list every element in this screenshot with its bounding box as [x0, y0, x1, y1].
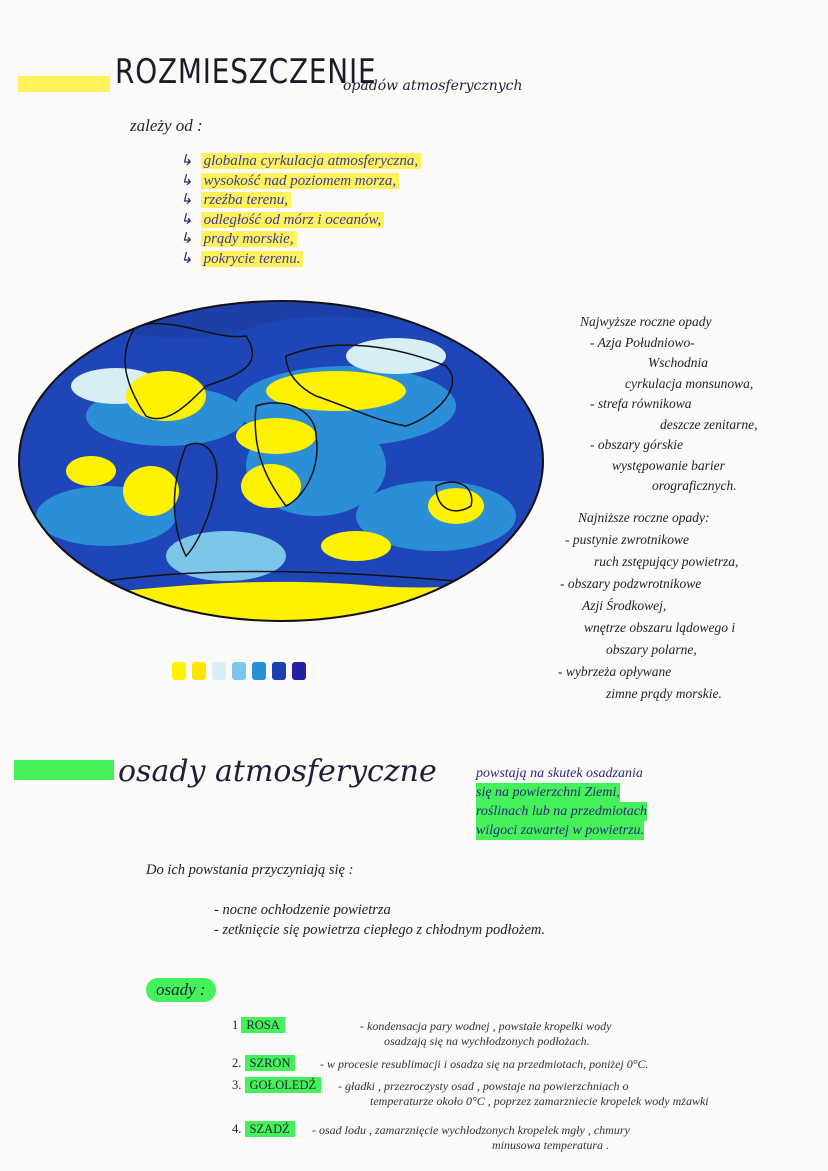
factor-item — [180, 211, 384, 230]
notes-line: - obszary podzwrotnikowe — [560, 576, 702, 591]
factor-text: prądy morskie, — [201, 231, 297, 247]
type-number: 3. — [232, 1078, 245, 1092]
legend-swatch — [252, 662, 266, 680]
arrow-icon: ↳ — [180, 250, 193, 267]
notes-line: ruch zstępujący powietrza, — [594, 554, 739, 569]
type-description: - kondensacja pary wodnej , powstałe kropelki wody — [360, 1019, 612, 1033]
factor-item — [180, 230, 297, 249]
notes-line: - strefa równikowa — [590, 396, 692, 411]
notes-line: - pustynie zwrotnikowe — [565, 532, 689, 547]
arrow-icon: ↳ — [180, 211, 193, 228]
type-number: 1 — [232, 1018, 242, 1032]
notes-line: zimne prądy morskie. — [606, 686, 722, 701]
type-description: - gładki , przezroczysty osad , powstaje na powierzchniach o — [338, 1079, 629, 1093]
type-name: ROSA — [241, 1017, 284, 1033]
factor-text: globalna cyrkulacja atmosferyczna, — [201, 153, 422, 169]
precipitation-world-map — [16, 296, 546, 626]
definition-line: powstają na skutek osadzania — [476, 766, 643, 781]
notes-line: wnętrze obszaru lądowego i — [584, 620, 736, 635]
cause-item: - nocne ochłodzenie powietrza — [214, 902, 391, 918]
type-number: 4. — [232, 1122, 245, 1136]
arrow-icon: ↳ — [180, 153, 193, 169]
notes-line: Azji Środkowej, — [582, 598, 667, 613]
type-item — [232, 1122, 295, 1137]
type-item — [232, 1056, 295, 1071]
type-description-cont: minusowa temperatura . — [492, 1138, 609, 1152]
type-description-cont: osadzają się na wychłodzonych podłożach. — [384, 1034, 590, 1048]
causes-heading: Do ich powstania przyczyniają się : — [146, 862, 354, 878]
definition-line: roślinach lub na przedmiotach — [476, 804, 647, 819]
type-item — [232, 1018, 285, 1033]
factor-item — [180, 152, 421, 171]
page-subtitle: opadów atmosferycznych — [343, 78, 523, 94]
page-title: ROZMIESZCZENIE — [115, 52, 377, 92]
notes-line: - Azja Południowo- — [590, 334, 695, 350]
definition-line: się na powierzchni Ziemi, — [476, 785, 620, 800]
legend-swatch — [232, 662, 246, 680]
type-description-cont: temperaturze około 0°C , poprzez zamarzniecie kropelek wody mżawki — [370, 1094, 709, 1108]
notes-line: Wschodnia — [648, 355, 708, 370]
notes-line: obszary polarne, — [606, 642, 697, 657]
highlight-bar-green — [14, 760, 114, 780]
notes-line: deszcze zenitarne, — [660, 416, 758, 432]
factor-item — [180, 250, 303, 269]
type-number: 2. — [232, 1056, 245, 1070]
type-name: GOŁOLEDŹ — [245, 1077, 322, 1093]
cause-item: - zetknięcie się powietrza ciepłego z chłodnym podłożem. — [214, 922, 546, 938]
type-item — [232, 1078, 321, 1093]
factor-text: pokrycie terenu. — [201, 251, 304, 267]
notes-heading: Najwyższe roczne opady — [580, 314, 712, 329]
notes-line: - wybrzeża opływane — [558, 664, 672, 679]
type-description: - w procesie resublimacji i osadza się na przedmiotach, poniżej 0°C. — [320, 1057, 649, 1071]
notes-line: - obszary górskie — [590, 437, 683, 452]
type-description: - osad lodu , zamarznięcie wychłodzonych kropelek mgły , chmury — [312, 1123, 630, 1137]
highlight-bar-yellow — [18, 76, 110, 92]
legend-swatch — [172, 662, 186, 680]
arrow-icon: ↳ — [180, 231, 193, 247]
factor-item — [180, 191, 291, 210]
notes-line: występowanie barier — [612, 457, 725, 473]
legend-swatch — [292, 662, 306, 680]
type-name: SZRON — [245, 1055, 296, 1071]
notes-line: cyrkulacja monsunowa, — [625, 375, 754, 391]
factor-text: odległość od mórz i oceanów, — [201, 212, 385, 228]
factor-text: rzeźba terenu, — [201, 192, 291, 208]
factor-text: wysokość nad poziomem morza, — [201, 173, 400, 189]
notes-line: orograficznych. — [652, 478, 737, 493]
definition-line: wilgoci zawartej w powietrzu. — [476, 823, 645, 838]
depends-on-label: zależy od : — [130, 116, 203, 135]
factor-item — [180, 172, 399, 191]
legend-swatch — [212, 662, 226, 680]
section-title-osady: osady atmosferyczne — [118, 754, 437, 789]
legend-swatch — [272, 662, 286, 680]
legend-swatch — [192, 662, 206, 680]
type-name: SZADŹ — [245, 1121, 295, 1137]
arrow-icon: ↳ — [180, 192, 193, 208]
arrow-icon: ↳ — [180, 172, 193, 189]
notes-heading: Najniższe roczne opady: — [578, 510, 710, 525]
types-label: osady : — [146, 978, 216, 1002]
